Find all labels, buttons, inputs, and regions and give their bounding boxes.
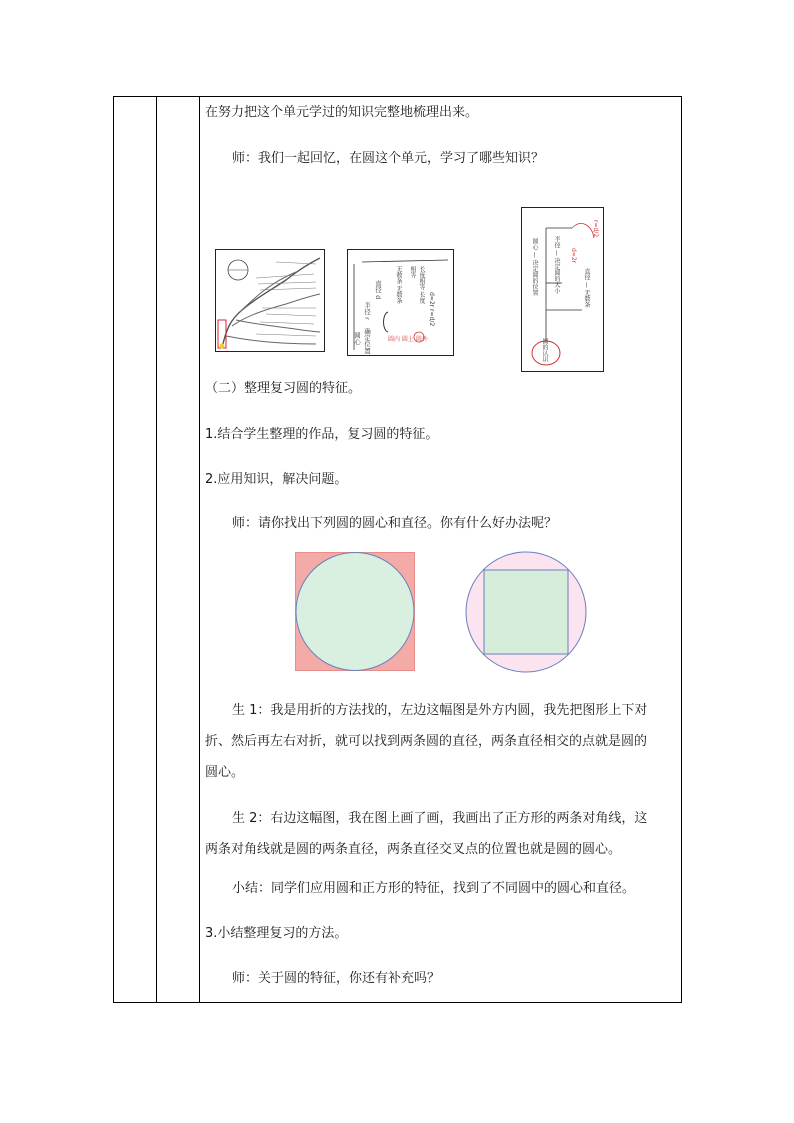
map-root: 圆的认识 (541, 338, 548, 362)
paragraph-step-3: 3.小结整理复习的方法。 (205, 926, 348, 941)
paragraph-student-1-line-1: 生 1：我是用折的方法找的，左边这幅图是外方内圆，我先把图形上下对 (232, 703, 648, 718)
paragraph-step-1: 1.结合学生整理的作品，复习圆的特征。 (205, 427, 439, 442)
paragraph-student-1-line-3: 圆心。 (205, 765, 245, 780)
note-radius: 半径 r (363, 302, 371, 320)
table-column-divider-1 (156, 97, 157, 1002)
paragraph-student-1-line-2: 折、然后再左右对折，就可以找到两条圆的直径，两条直径相交的点就是圆的 (205, 734, 648, 749)
note-center: 圆心 (353, 332, 361, 345)
note-in-on-out: 圆内 圆上 圆外 (388, 336, 428, 343)
map-branch-radius: 半径 — 决定圆的大小 (553, 236, 560, 294)
student-work-branch-map (521, 207, 604, 372)
section-heading-circle-features: （二）整理复习圆的特征。 (205, 381, 362, 396)
map-red-formula-1: d=2r (570, 248, 577, 264)
note-equal-length: 长度相等 长度相等 (409, 266, 425, 304)
paragraph-student-2-line-2: 两条对角线就是圆的两条直径，两条直径交叉点的位置也就是圆的圆心。 (205, 842, 622, 857)
student-work-tree-map (215, 249, 325, 352)
note-position: 确定位置 (363, 328, 371, 354)
paragraph-summary: 小结：同学们应用圆和正方形的特征，找到了不同圆中的圆心和直径。 (232, 881, 636, 896)
table-column-divider-2 (199, 97, 200, 1002)
paragraph-teacher-task: 师：请你找出下列圆的圆心和直径。你有什么好办法呢？ (232, 516, 558, 531)
map-red-formula-2: r=d/2 (592, 220, 599, 238)
figure-square-in-circle (465, 551, 587, 673)
paragraph-step-2: 2.应用知识，解决问题。 (205, 472, 348, 487)
map-branch-center: 圆心 — 决定圆的位置 (531, 238, 538, 296)
map-branch-diameter: 直径 — 无数条 (583, 268, 590, 308)
paragraph-teacher-followup: 师：关于圆的特征，你还有补充吗？ (232, 971, 441, 986)
note-infinite: 无数条 无数条 (395, 266, 402, 304)
note-formula: d=2r r=d/2 (428, 292, 435, 327)
figure-circle-in-square (295, 552, 415, 672)
paragraph-intro: 在努力把这个单元学过的知识完整地梳理出来。 (205, 105, 479, 120)
paragraph-student-2-line-1: 生 2：右边这幅图，我在图上画了画，我画出了正方形的两条对角线，这 (232, 811, 648, 826)
student-work-bracket-notes (347, 249, 454, 356)
paragraph-teacher-question: 师：我们一起回忆，在圆这个单元，学习了哪些知识？ (232, 151, 545, 166)
note-diameter: 直径 d (374, 280, 382, 300)
